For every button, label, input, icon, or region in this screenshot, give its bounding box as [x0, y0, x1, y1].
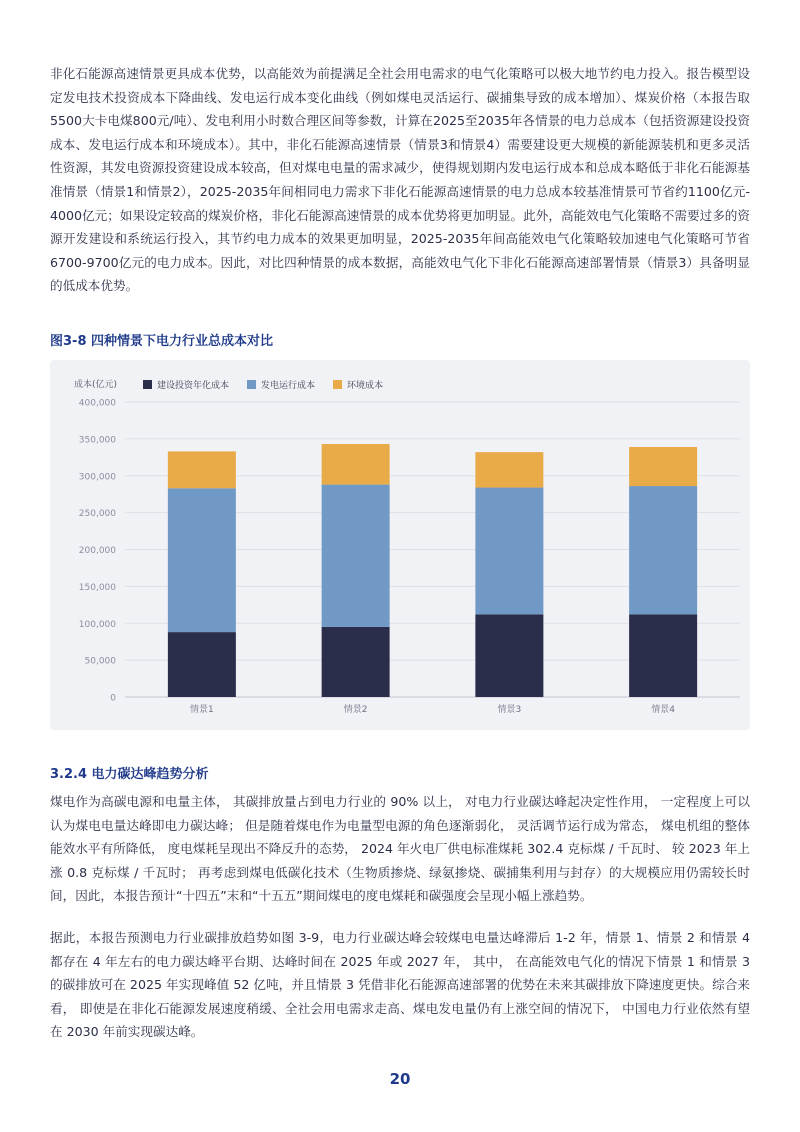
legend-swatch	[333, 380, 342, 389]
bar-segment	[168, 488, 236, 632]
body-paragraph-1: 非化石能源高速情景更具成本优势，以高能效为前提满足全社会用电需求的电气化策略可以极大地节约电力投入。报告模型设定发电技术投资成本下降曲线、发电运行成本变化曲线（例如煤电灵活运行、碳捕集导致的成本增加）、煤炭价格（本报告取5500大卡电煤800元/吨）、发电利用小时数合理区间等参数，计算在2025至2035年各情景的电力总成本（包括资源建设投资成本、发电运行成本和环境成本）。其中，非化石能源高速情景（情景3和情景4）需要建设更大规模的新能源装机和更多灵活性资源，其发电资源投资建设成本较高，但对煤电电量的需求减少，使得规划期内发电运行成本和总成本略低于非化石能源基准情景（情景1和情景2），2025-2035年间相同电力需求下非化石能源高速情景的电力总成本较基准情景可节省约1100亿元- 4000亿元；如果设定较高的煤炭价格，非化石能源高速情景的成本优势将更加明显。此外，高能效电气化策略不需要过多的资源开发建设和系统运行投入，其节约电力成本的效果更加明显，2025-2035年间高能效电气化策略较加速电气化策略可节省6700-9700亿元的电力成本。因此，对比四种情景的成本数据，高能效电气化下非化石能源高速部署情景（情景3）具备明显的低成本优势。	[50, 66, 750, 294]
y-tick-label: 100,000	[78, 619, 116, 630]
bar-segment	[475, 452, 543, 487]
bar-segment	[322, 627, 390, 697]
bar-segment	[475, 488, 543, 615]
bar-segment	[322, 444, 390, 485]
bar-segment	[629, 614, 697, 697]
legend-swatch	[143, 380, 152, 389]
y-tick-label: 300,000	[78, 472, 116, 483]
y-tick-label: 350,000	[78, 435, 116, 446]
figure-caption: 图3-8 四种情景下电力行业总成本对比	[50, 334, 274, 349]
page-number: 20	[389, 1070, 411, 1088]
legend-label: 环境成本	[347, 381, 384, 391]
section-heading: 3.2.4 电力碳达峰趋势分析	[50, 767, 209, 782]
y-tick-label: 250,000	[78, 509, 116, 520]
chart-svg	[50, 360, 750, 730]
y-tick-label: 200,000	[78, 546, 116, 556]
x-tick-label: 情景4	[651, 705, 675, 715]
bar-segment	[168, 632, 236, 697]
cost-comparison-chart	[50, 360, 750, 730]
legend-swatch	[247, 380, 256, 389]
legend-label: 发电运行成本	[261, 381, 316, 391]
bar-segment	[322, 485, 390, 627]
bar-segment	[475, 614, 543, 697]
body-paragraph-2: 煤电作为高碳电源和电量主体， 其碳排放量占到电力行业的 90% 以上， 对电力行业碳达峰起决定性作用， 一定程度上可以认为煤电电量达峰即电力碳达峰； 但是随着煤电作为电量型电源的角色逐渐弱化， 灵活调节运行成为常态， 煤电机组的整体能效水平有所降低， 度电煤耗呈现出不降反升的态势， 2024 年火电厂供电标准煤耗 302.4 克标煤 / 千瓦时、 较 2023 年上涨 0.8 克标煤 / 千瓦时； 再考虑到煤电低碳化技术（生物质掺烧、绿氨掺烧、碳捕集利用与封存）的大规模应用仍需较长时间，因此，本报告预计“十四五”末和“十五五”期间煤电的度电煤耗和碳强度会呈现小幅上涨趋势。	[50, 794, 750, 904]
x-tick-label: 情景1	[190, 705, 214, 715]
bar-segment	[168, 451, 236, 488]
y-tick-label: 0	[110, 693, 116, 704]
x-tick-label: 情景3	[497, 705, 522, 715]
y-axis-label: 成本(亿元)	[74, 380, 118, 390]
body-paragraph-3: 据此，本报告预测电力行业碳排放趋势如图 3-9，电力行业碳达峰会较煤电电量达峰滞后 1-2 年，情景 1、情景 2 和情景 4 都存在 4 年左右的电力碳达峰平台期、达峰时间在 2025 年或 2027 年， 其中， 在高能效电气化的情况下情景 1 和情景 3 的碳排放可在 2025 年实现峰值 52 亿吨，并且情景 3 凭借非化石能源高速部署的优势在未来其碳排放下降速度更快。综合来看， 即使是在非化石能源发展速度稍缓、全社会用电需求走高、煤电发电量仍有上涨空间的情况下， 中国电力行业依然有望在 2030 年前实现碳达峰。	[50, 930, 750, 1040]
y-tick-label: 50,000	[84, 656, 116, 667]
legend-label: 建设投资年化成本	[157, 381, 230, 391]
x-tick-label: 情景2	[343, 705, 368, 715]
bar-segment	[629, 447, 697, 486]
y-tick-label: 150,000	[78, 582, 116, 593]
bar-segment	[629, 486, 697, 614]
y-tick-label: 400,000	[78, 398, 116, 409]
